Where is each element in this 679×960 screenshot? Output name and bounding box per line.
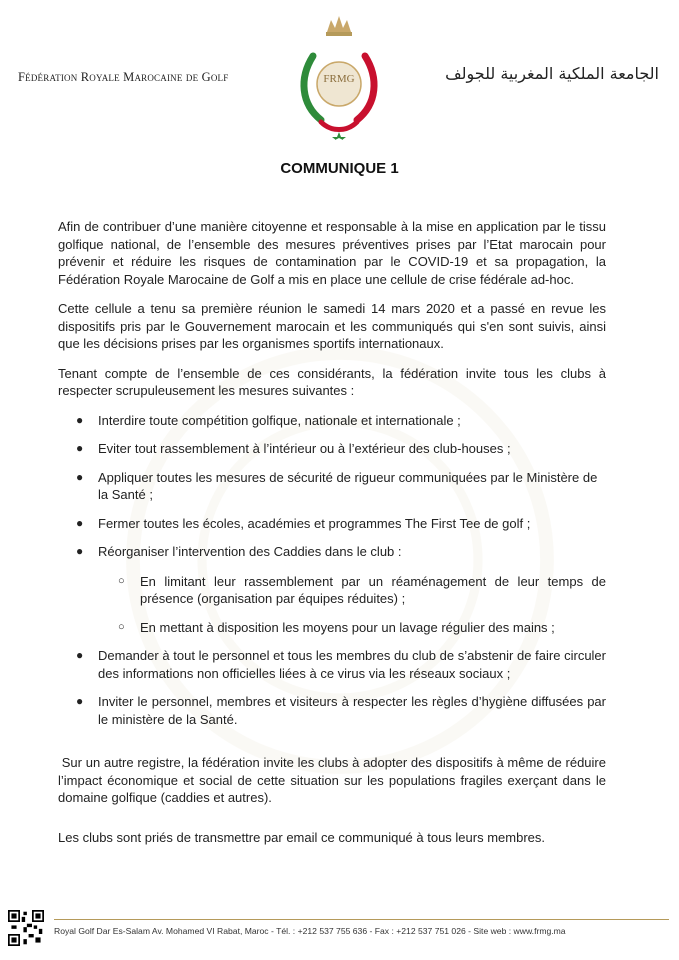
org-name-arabic: الجامعة الملكية المغربية للجولف xyxy=(445,64,659,83)
list-item: ● Appliquer toutes les mesures de sécurité de rigueur communiquées par le Ministère de la Santé ; xyxy=(76,469,598,502)
logo-text: FRMG xyxy=(323,73,355,85)
paragraph-closing: Les clubs sont priés de transmettre par email ce communiqué à tous leurs membres. xyxy=(58,829,545,845)
communique-body xyxy=(58,218,610,858)
frmg-logo xyxy=(291,8,387,140)
footer-address: Royal Golf Dar Es-Salam Av. Mohamed VI Rabat, Maroc - Tél. : +212 537 755 636 - Fax : +212 537 751 026 - Site web : www.frmg.ma xyxy=(54,926,566,936)
qr-code-icon xyxy=(8,910,44,946)
caddies-sublist xyxy=(98,573,606,637)
list-item: ○ En mettant à disposition les moyens pour un lavage régulier des mains ; xyxy=(118,619,555,635)
list-item: ● Réorganiser l’intervention des Caddies dans le club : ○ En limitant leur rassemblement par un réaménagement de leur temps de présence (organisation par équipes réduites) ; ○ En mettant à disposition les moyens pour un lavage régulier des mains ; xyxy=(76,544,606,635)
bullet-icon: ● xyxy=(76,648,84,662)
bullet-icon: ● xyxy=(76,412,84,427)
bullet-icon: ● xyxy=(76,469,84,484)
bullet-icon: ● xyxy=(76,544,84,558)
bullet-icon: ● xyxy=(76,515,84,530)
org-name-french: Fédération Royale Marocaine de Golf xyxy=(18,70,229,84)
crown-icon xyxy=(326,16,352,36)
list-item: ● Eviter tout rassemblement à l’intérieur ou à l’extérieur des club-houses ; xyxy=(76,441,511,456)
list-item: ● Inviter le personnel, membres et visiteurs à respecter les règles d’hygiène diffusées par le ministère de la Santé. xyxy=(76,694,606,727)
list-item: ● Interdire toute compétition golfique, nationale et internationale ; xyxy=(76,412,461,428)
paragraph-measures-intro: Tenant compte de l’ensemble de ces considérants, la fédération invite tous les clubs à respecter scrupuleusement les mesures suivantes : xyxy=(58,365,606,398)
paragraph-intro: Afin de contribuer d’une manière citoyenne et responsable à la mise en application par le tissu golfique national, de l’ensemble des mesures préventives prises par l’Etat marocain pour prévenir et réduire les risques de contamination par le COVID-19 et sa propagation, la Fédération Royale Marocaine de Golf a mis en place une cellule de crise fédérale ad-hoc. xyxy=(58,219,606,287)
circle-bullet-icon: ○ xyxy=(118,620,125,633)
list-item: ● Fermer toutes les écoles, académies et programmes The First Tee de golf ; xyxy=(76,515,531,531)
bullet-icon: ● xyxy=(76,694,84,708)
list-item: ○ En limitant leur rassemblement par un réaménagement de leur temps de présence (organisation par équipes réduites) ; xyxy=(118,573,606,606)
footer-divider xyxy=(54,919,669,920)
paragraph-meeting: Cette cellule a tenu sa première réunion le samedi 14 mars 2020 et a passé en revue les dispositifs pris par le Gouvernement marocain et les communiqués qui s'en sont suivis, ainsi que les décisions prises par les organismes sportifs internationaux. xyxy=(58,301,606,351)
circle-bullet-icon: ○ xyxy=(118,574,125,587)
paragraph-economic: Sur un autre registre, la fédération invite les clubs à adopter des dispositifs à même de réduire l’impact économique et social de cette situation sur les populations fragiles exerçant dans le domaine golfique (caddies et autres). xyxy=(58,755,610,805)
footer xyxy=(0,908,679,960)
letterhead xyxy=(0,0,679,150)
measures-list xyxy=(58,412,606,729)
bullet-icon: ● xyxy=(76,441,84,455)
page-title: COMMUNIQUE 1 xyxy=(280,160,399,177)
list-item: ● Demander à tout le personnel et tous les membres du club de s’abstenir de faire circuler des informations non officielles liées à ce virus via les réseaux sociaux ; xyxy=(76,648,606,681)
